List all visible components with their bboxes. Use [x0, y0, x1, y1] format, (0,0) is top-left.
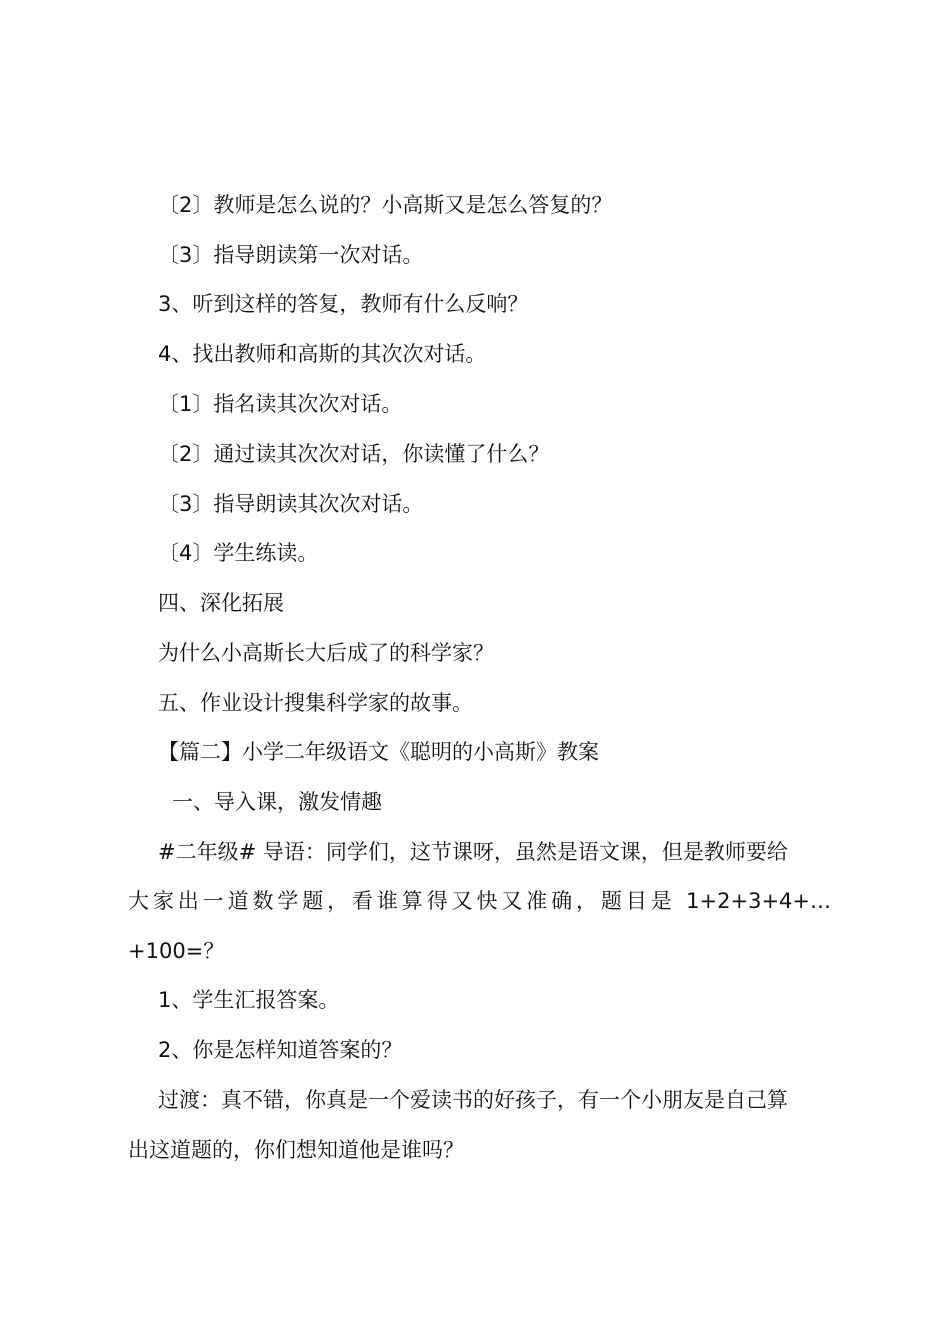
article-title: 【篇二】小学二年级语文《聪明的小高斯》教案 — [158, 740, 599, 764]
section-heading: 一、导入课，激发情趣 — [172, 790, 382, 814]
text-line: 为什么小高斯长大后成了的科学家？ — [158, 641, 494, 665]
text-line: 〔2〕教师是怎么说的？小高斯又是怎么答复的？ — [158, 193, 613, 217]
text-line: 〔4〕学生练读。 — [158, 541, 319, 565]
text-line: 〔3〕指导朗读其次次对话。 — [158, 492, 424, 516]
text-line: 4、找出教师和高斯的其次次对话。 — [158, 342, 487, 366]
section-heading: 四、深化拓展 — [158, 591, 284, 615]
text-line: 〔1〕指名读其次次对话。 — [158, 392, 403, 416]
paragraph-line: 大家出一道数学题，看谁算得又快又准确，题目是 1+2+3+4+… — [128, 889, 831, 913]
text-line: 〔2〕通过读其次次对话，你读懂了什么？ — [158, 442, 550, 466]
paragraph-line: +100=？ — [128, 939, 225, 963]
paragraph-line: 出这道题的，你们想知道他是谁吗？ — [128, 1138, 464, 1162]
paragraph-line: 过渡：真不错，你真是一个爱读书的好孩子，有一个小朋友是自己算 — [158, 1088, 788, 1112]
section-heading: 五、作业设计搜集科学家的故事。 — [158, 691, 473, 715]
text-line: 〔3〕指导朗读第一次对话。 — [158, 243, 424, 267]
paragraph-line: #二年级# 导语：同学们，这节课呀，虽然是语文课，但是教师要给 — [158, 840, 788, 864]
text-line: 3、听到这样的答复，教师有什么反响？ — [158, 292, 529, 316]
text-line: 1、学生汇报答案。 — [158, 988, 340, 1012]
text-line: 2、你是怎样知道答案的？ — [158, 1038, 403, 1062]
